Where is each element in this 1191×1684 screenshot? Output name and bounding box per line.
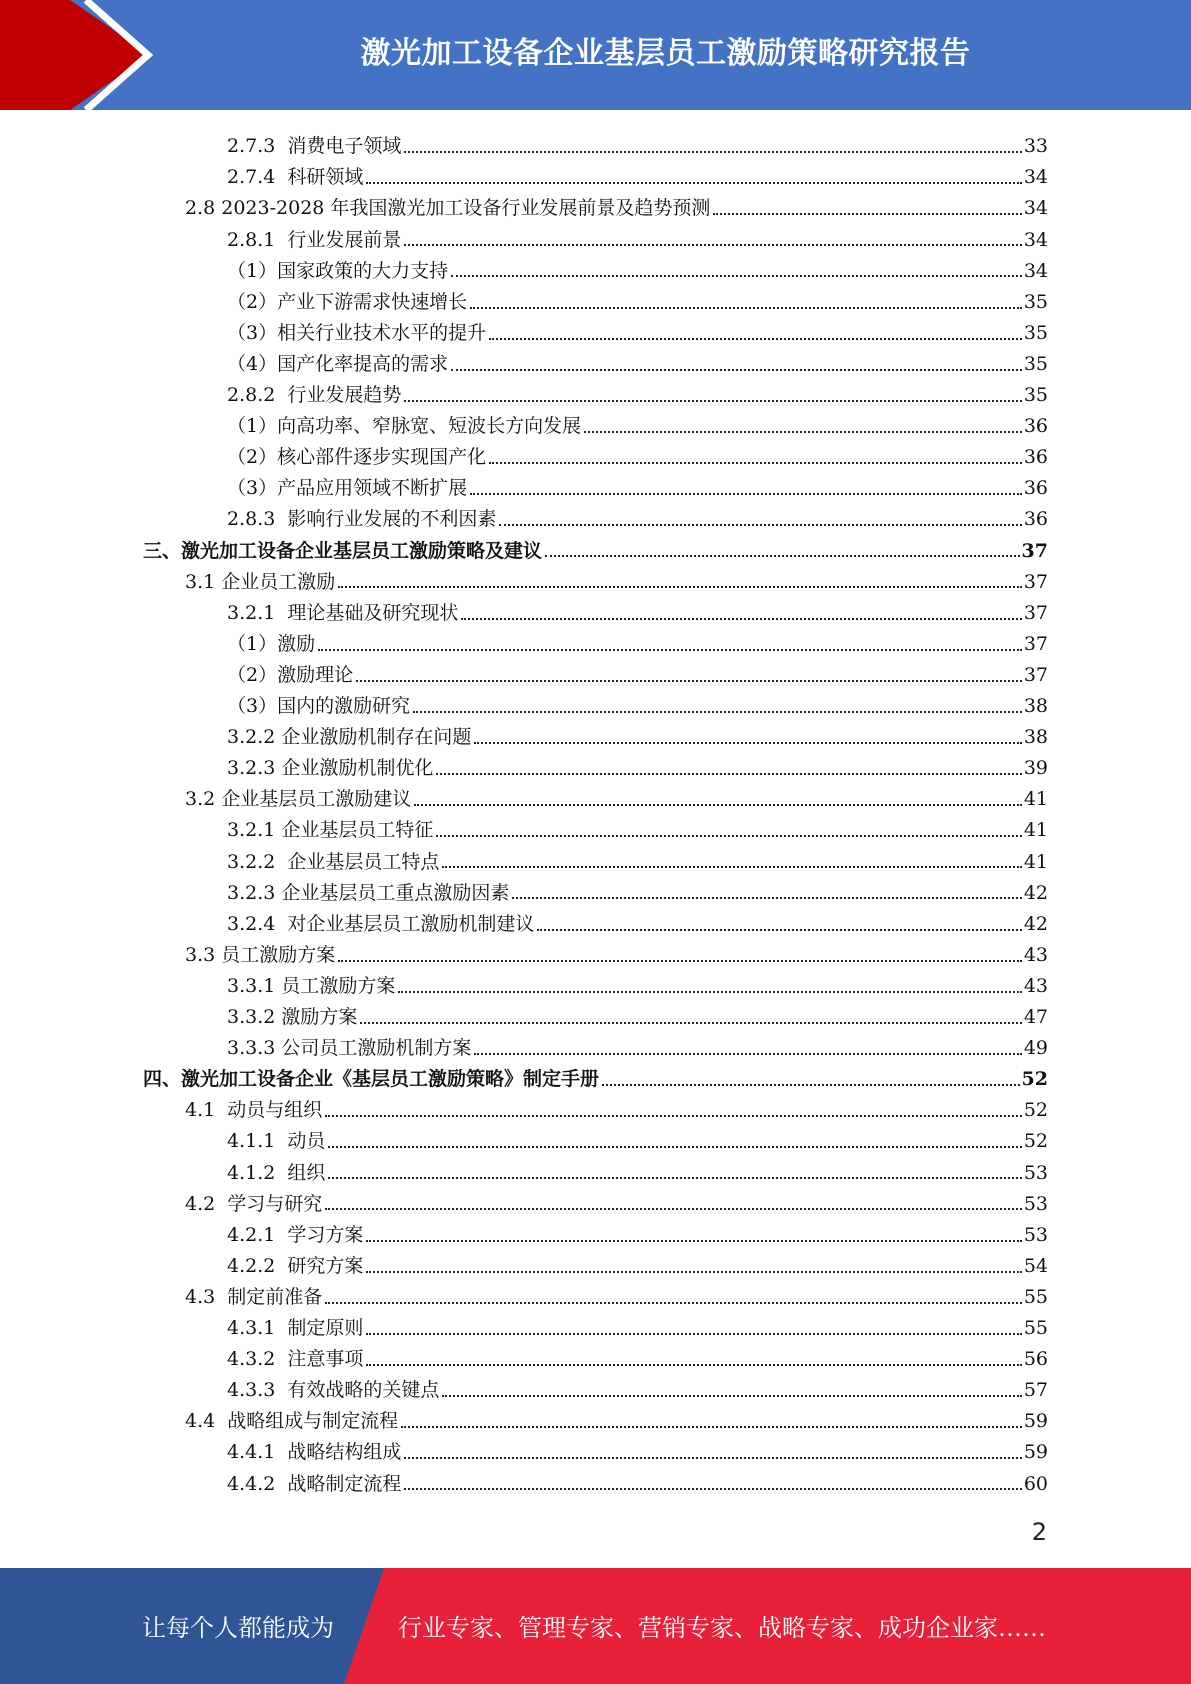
toc-dot-leader [470, 307, 1022, 309]
toc-entry[interactable] [0, 842, 1048, 873]
toc-entry-page: 52 [1021, 1068, 1048, 1091]
toc-entry-title: 3.2.2 企业激励机制存在问题 [227, 726, 472, 749]
toc-entry-page: 34 [1023, 228, 1048, 251]
toc-entry-title: 3.2.3 企业激励机制优化 [227, 757, 434, 780]
page-number: 2 [1031, 1518, 1047, 1546]
toc-entry[interactable] [0, 780, 1048, 811]
toc-entry[interactable] [0, 562, 1048, 593]
toc-entry-title: 4.3.1 制定原则 [227, 1317, 364, 1339]
toc-entry-title: 4.2 学习与研究 [185, 1192, 323, 1215]
toc-dot-leader [338, 586, 1022, 588]
toc-entry-title: 3.2.1 理论基础及研究现状 [227, 601, 459, 624]
toc-entry-page: 55 [1023, 1285, 1048, 1308]
toc-dot-leader [325, 1115, 1022, 1117]
toc-entry-page: 35 [1023, 321, 1048, 344]
toc-dot-leader [584, 431, 1022, 433]
toc-entry-page: 36 [1023, 508, 1048, 531]
toc-entry-page: 49 [1023, 1037, 1048, 1060]
toc-entry-page: 35 [1023, 352, 1048, 375]
toc-entry-page: 53 [1023, 1161, 1048, 1184]
toc-entry[interactable] [0, 1433, 1048, 1464]
toc-dot-leader [499, 524, 1021, 526]
toc-entry[interactable] [0, 1309, 1048, 1340]
toc-entry-page: 37 [1023, 663, 1048, 686]
toc-entry-page: 36 [1023, 415, 1048, 438]
toc-entry-page: 39 [1023, 757, 1048, 780]
toc-dot-leader [512, 897, 1021, 899]
toc-entry[interactable] [0, 251, 1048, 282]
toc-entry-page: 43 [1023, 974, 1048, 997]
toc-entry-page: 42 [1023, 912, 1048, 935]
toc-entry[interactable] [0, 1091, 1048, 1122]
toc-entry[interactable] [0, 1060, 1048, 1091]
toc-entry-page: 34 [1023, 197, 1048, 220]
toc-entry[interactable] [0, 1184, 1048, 1215]
toc-entry-title: （3）国内的激励研究 [227, 695, 411, 717]
toc-dot-leader [328, 1146, 1021, 1148]
toc-entry-page: 34 [1023, 259, 1048, 282]
toc-dot-leader [545, 555, 1020, 557]
toc-entry-page: 36 [1023, 477, 1048, 500]
toc-entry-page: 37 [1023, 632, 1048, 655]
toc-entry[interactable] [0, 1278, 1048, 1309]
toc-entry-title: 3.3.3 公司员工激励机制方案 [227, 1037, 472, 1060]
toc-entry-title: （2）激励理论 [227, 663, 354, 686]
toc-entry-title: 2.8 2023-2028 年我国激光加工设备行业发展前景及趋势预测 [185, 197, 711, 220]
toc-entry[interactable] [0, 500, 1048, 531]
toc-dot-leader [470, 493, 1022, 495]
toc-entry-title: 2.8.2 行业发展趋势 [227, 384, 402, 406]
toc-entry[interactable] [0, 220, 1048, 251]
toc-dot-leader [461, 618, 1021, 620]
toc-dot-leader [318, 649, 1022, 651]
toc-dot-leader [401, 1426, 1022, 1428]
toc-dot-leader [338, 960, 1022, 962]
toc-entry-title: 四、激光加工设备企业《基层员工激励策略》制定手册 [143, 1068, 600, 1091]
toc-entry[interactable] [0, 158, 1048, 189]
footer-slogan-right: 行业专家、管理专家、营销专家、战略专家、成功企业家…… [398, 1614, 1046, 1642]
toc-entry-page: 33 [1023, 135, 1048, 158]
toc-dot-leader [404, 1457, 1021, 1459]
footer-slogan-left: 让每个人都能成为 [142, 1614, 334, 1642]
toc-entry-title: 4.2.2 研究方案 [227, 1254, 364, 1277]
toc-entry[interactable] [0, 905, 1048, 936]
toc-dot-leader [404, 151, 1021, 153]
toc-dot-leader [489, 462, 1022, 464]
toc-dot-leader [713, 213, 1021, 215]
toc-entry[interactable] [0, 1029, 1048, 1060]
toc-entry-title: 4.4 战略组成与制定流程 [185, 1410, 399, 1433]
toc-entry-title: （3）相关行业技术水平的提升 [227, 321, 487, 344]
toc-dot-leader [325, 1302, 1022, 1304]
toc-entry[interactable] [0, 1153, 1048, 1184]
toc-entry[interactable] [0, 749, 1048, 780]
toc-dot-leader [442, 1395, 1021, 1397]
toc-entry-title: 2.8.3 影响行业发展的不利因素 [227, 508, 497, 531]
toc-entry-title: 3.2.1 企业基层员工特征 [227, 819, 434, 842]
toc-entry-page: 47 [1023, 1006, 1048, 1028]
toc-entry[interactable] [0, 718, 1048, 749]
toc-entry[interactable] [0, 376, 1048, 407]
toc-entry-page: 41 [1023, 819, 1048, 842]
toc-dot-leader [436, 773, 1021, 775]
toc-entry-title: 4.1.2 组织 [227, 1161, 326, 1184]
toc-entry-title: 3.1 企业员工激励 [185, 570, 336, 593]
toc-entry[interactable] [0, 967, 1048, 998]
toc-entry[interactable] [0, 656, 1048, 687]
report-title: 激光加工设备企业基层员工激励策略研究报告 [360, 36, 971, 71]
toc-entry-page: 43 [1023, 943, 1048, 966]
toc-dot-leader [537, 929, 1021, 931]
toc-dot-leader [404, 244, 1021, 246]
toc-entry[interactable] [0, 314, 1048, 345]
toc-entry[interactable] [0, 873, 1048, 904]
toc-entry[interactable] [0, 531, 1048, 562]
toc-entry-title: 3.3.1 员工激励方案 [227, 974, 396, 997]
toc-entry-page: 37 [1021, 539, 1048, 562]
toc-entry-page: 37 [1023, 570, 1048, 593]
toc-entry[interactable] [0, 936, 1048, 967]
toc-entry[interactable] [0, 625, 1048, 656]
toc-entry-page: 35 [1023, 384, 1048, 406]
toc-dot-leader [451, 275, 1022, 277]
toc-entry[interactable] [0, 283, 1048, 314]
toc-entry[interactable] [0, 345, 1048, 376]
toc-entry-title: 3.2 企业基层员工激励建议 [185, 788, 412, 811]
toc-dot-leader [414, 804, 1022, 806]
toc-entry-title: 3.2.3 企业基层员工重点激励因素 [227, 881, 510, 904]
toc-dot-leader [356, 680, 1022, 682]
toc-dot-leader [436, 835, 1021, 837]
toc-entry-page: 34 [1023, 166, 1048, 189]
toc-entry-title: （2）产业下游需求快速增长 [227, 290, 468, 313]
toc-dot-leader [325, 1208, 1022, 1210]
toc-entry[interactable] [0, 1340, 1048, 1371]
red-chevron [0, 0, 150, 110]
toc-entry[interactable] [0, 687, 1048, 718]
toc-entry[interactable] [0, 407, 1048, 438]
toc-entry-title: （1）激励 [227, 632, 316, 655]
toc-entry-title: 2.8.1 行业发展前景 [227, 228, 402, 251]
toc-entry-page: 36 [1023, 446, 1048, 469]
toc-dot-leader [602, 1084, 1020, 1086]
toc-entry-page: 41 [1023, 788, 1048, 811]
toc-dot-leader [404, 400, 1021, 402]
toc-entry-title: 三、激光加工设备企业基层员工激励策略及建议 [143, 539, 543, 562]
toc-entry-title: 2.7.3 消费电子领域 [227, 135, 402, 158]
toc-entry[interactable] [0, 189, 1048, 220]
toc-dot-leader [366, 1240, 1021, 1242]
toc-dot-leader [404, 1488, 1021, 1490]
toc-dot-leader [489, 338, 1022, 340]
page-header [0, 0, 1191, 110]
toc-entry-title: 4.2.1 学习方案 [227, 1223, 364, 1246]
toc-entry[interactable] [0, 998, 1048, 1029]
toc-entry-title: 4.3.3 有效战略的关键点 [227, 1379, 440, 1402]
toc-entry[interactable] [0, 1464, 1048, 1495]
toc-entry-title: （2）核心部件逐步实现国产化 [227, 446, 487, 469]
toc-entry[interactable] [0, 811, 1048, 842]
toc-entry-title: 3.2.4 对企业基层员工激励机制建议 [227, 912, 535, 935]
toc-entry-title: 4.4.2 战略制定流程 [227, 1472, 402, 1495]
toc-entry[interactable] [0, 469, 1048, 500]
toc-entry-title: （4）国产化率提高的需求 [227, 352, 449, 375]
toc-entry-page: 60 [1023, 1472, 1048, 1495]
toc-entry[interactable] [0, 594, 1048, 625]
toc-dot-leader [366, 1333, 1021, 1335]
toc-entry-page: 59 [1023, 1441, 1048, 1464]
toc-entry-title: （1）向高功率、窄脉宽、短波长方向发展 [227, 415, 582, 438]
toc-entry-page: 52 [1023, 1099, 1048, 1122]
toc-entry-page: 55 [1023, 1317, 1048, 1339]
toc-dot-leader [328, 1177, 1021, 1179]
toc-entry-page: 52 [1023, 1130, 1048, 1153]
toc-entry-title: 3.2.2 企业基层员工特点 [227, 850, 440, 873]
page-footer [0, 1568, 1191, 1684]
toc-dot-leader [360, 1022, 1021, 1024]
toc-entry-title: （3）产品应用领域不断扩展 [227, 477, 468, 500]
toc-dot-leader [474, 1053, 1021, 1055]
toc-dot-leader [366, 1364, 1021, 1366]
toc-entry-page: 56 [1023, 1348, 1048, 1371]
toc-entry-page: 41 [1023, 850, 1048, 873]
toc-entry-page: 54 [1023, 1254, 1048, 1277]
toc-entry[interactable] [0, 438, 1048, 469]
toc-dot-leader [451, 369, 1022, 371]
toc-entry-page: 57 [1023, 1379, 1048, 1402]
toc-entry[interactable] [0, 1371, 1048, 1402]
toc-entry-title: 3.3 员工激励方案 [185, 943, 336, 966]
toc-dot-leader [442, 866, 1021, 868]
toc-dot-leader [398, 991, 1021, 993]
toc-entry-page: 53 [1023, 1223, 1048, 1246]
toc-entry-page: 53 [1023, 1192, 1048, 1215]
toc-entry[interactable] [0, 1402, 1048, 1433]
toc-dot-leader [366, 1271, 1021, 1273]
toc-entry-page: 42 [1023, 881, 1048, 904]
toc-entry-title: 3.3.2 激励方案 [227, 1006, 358, 1028]
toc-entry-title: 4.4.1 战略结构组成 [227, 1441, 402, 1464]
toc-dot-leader [366, 182, 1021, 184]
toc-entry-title: 4.1.1 动员 [227, 1130, 326, 1153]
toc-entry-title: （1）国家政策的大力支持 [227, 259, 449, 282]
toc-entry[interactable] [0, 1247, 1048, 1278]
toc-entry-page: 38 [1023, 695, 1048, 717]
toc-entry-title: 4.3.2 注意事项 [227, 1348, 364, 1371]
toc-entry-page: 35 [1023, 290, 1048, 313]
toc-entry[interactable] [0, 127, 1048, 158]
toc-entry[interactable] [0, 1122, 1048, 1153]
toc-entry[interactable] [0, 1216, 1048, 1247]
toc-entry-page: 59 [1023, 1410, 1048, 1433]
toc-entry-page: 38 [1023, 726, 1048, 749]
toc-entry-title: 4.1 动员与组织 [185, 1099, 323, 1122]
toc-dot-leader [413, 711, 1022, 713]
toc-entry-title: 4.3 制定前准备 [185, 1285, 323, 1308]
toc-entry-title: 2.7.4 科研领域 [227, 166, 364, 189]
toc-entry-page: 37 [1023, 601, 1048, 624]
toc-dot-leader [474, 742, 1021, 744]
